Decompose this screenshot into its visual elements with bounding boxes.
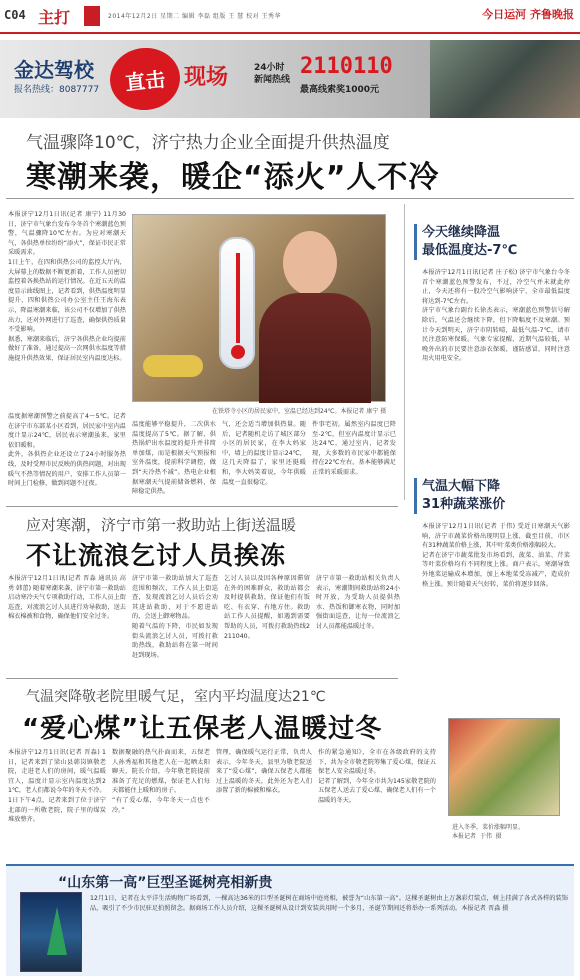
- column-divider: [404, 204, 405, 500]
- christmas-tree-photo: [20, 892, 82, 972]
- divider: [6, 678, 398, 679]
- side2-body: 本报济宁12月1日讯(记者 于伟) 受近日寒潮天气影响，济宁市蔬菜价格出现明显上涨，截至目前，市区有31种蔬菜价格上涨，其中叶菜类价格涨幅较大。 记者在济宁市蔬菜批发市场看到，菠菜、油菜、芹菜等叶菜价格均有不同程度上涨。商户表示，寒潮导致外地菜运输成本增加，加上本地菜受冻减产，造成价格上涨。预计随着天气好转，菜价将逐步回落。: [422, 523, 570, 588]
- banner-reward: 最高线索奖1000元: [300, 85, 380, 95]
- side1-body: 本报济宁12月1日讯(记者 庄子松) 济宁市气象台今冬首个寒潮蓝色预警发布，不过，冷空气并未就此停止，今天还将有一股冷空气影响济宁，全市最低温度将达到-7℃左右。 济宁市气象台副台长徐杰表示，寒潮蓝色预警信号解除后，气温还会继续下降，但下降幅度不及寒潮。预计今天到明天，济宁市阴转晴，最低气温-7℃，请市民注意防寒保暖。气象专家提醒，近期气温较低，早晚外出的市民要注意添衣保暖，谨防感冒，同时注意用火用电安全。: [422, 269, 570, 363]
- story1-column: 温度能够平稳提升，二次供水温度提高了5℃。据了解，供热锅炉出水温度的提升并非简单加煤，而是根据天气预报和室外温度，提前科学调控，做到“天冷热不减”。热电企业根据寒潮天气提前储备燃料，保障稳定供热。: [132, 421, 216, 496]
- story2-column: 乞讨人员以及因各种原因滞留在外的困难群众，救助站都会及时提供救助，保证他们有饭吃、有衣穿、有地方住。救助站工作人员提醒，如遇到需要帮助的人员，可拨打救助热线2211040。: [224, 575, 310, 640]
- resident-body: [259, 293, 371, 403]
- page-number: C04: [4, 8, 26, 22]
- story1-kicker: 气温骤降10℃，济宁热力企业全面提升供热温度: [26, 133, 390, 153]
- section-color-block: [84, 6, 100, 26]
- story1-column: 件事宅初，属然室内温度已降至-2℃，但室内温度计显示已达24℃，通过室内，记者发现，大多数的市民家中都能保持在22℃左右，基本能够满足正常的采暖需求。: [312, 421, 396, 476]
- hotline-banner: [0, 40, 580, 118]
- bottom-title: “山东第一高”巨型圣诞树亮相新贵: [58, 875, 273, 891]
- newspaper-masthead: 今日运河 齐鲁晚报: [482, 8, 574, 21]
- story2-column: 济宁市第一救助站加大了巡查范围和频次，工作人员上街巡查，发现流浪乞讨人员后会劝其进站救助，对于不愿进站的，会送上御寒物品。 随着气温的下降，市民如发现街头流浪乞讨人员，可拨打救助热线，救助站将在第一时间赶到现场。: [132, 575, 218, 659]
- banner-logo-sub: 报名热线：8087777: [14, 85, 100, 95]
- divider: [6, 198, 574, 199]
- banner-hot-label: 直击: [107, 45, 183, 114]
- christmas-tree-icon: [47, 907, 67, 955]
- story3-column: 管理，确保暖气运行正常，负责人表示，今年冬天，县里为敬老院送来了“爱心煤”，确保五保老人都能过上温暖的冬天，此外还为老人们添置了新的棉被和棉衣。: [216, 749, 312, 795]
- side2-accent-bar: [414, 478, 417, 514]
- thermometer-bulb: [231, 345, 245, 359]
- resident-head: [283, 231, 337, 295]
- side2-title: 气温大幅下降 31种蔬菜涨价: [422, 479, 506, 512]
- story3-column: 本报济宁12月1日讯(记者 晋淼) 1日，记者来到了梁山县韩岗镇敬老院，走进老人们的房间，暖气温暖宜人，温度计显示室内温度达到21℃，老人们都说今年的冬天不冷。 1日下午4点，记者来到了位于济宁北部的一所敬老院，院子里的煤炭堆放整齐。: [8, 749, 106, 824]
- story3-column: 数据聚融的热气扑面而来，五保老人孙秀福和其他老人在一起晒太阳聊天，院长介绍，今年敬老院提前准备了充足的燃煤，保证老人们每天都能住上暖和的房子。 “有了爱心煤，今年冬天一点也不冷。”: [112, 749, 210, 814]
- banner-live-label: 现场: [184, 65, 229, 90]
- story1-headline: 寒潮来袭，暖企“添火”人不冷: [26, 160, 440, 195]
- story2-headline: 不让流浪乞讨人员挨冻: [26, 541, 287, 570]
- story2-column: 济宁市第一救助站相关负责人表示，寒潮期间救助站将24小时开放，为受助人员提供热水、热饭和御寒衣物，同时加强街面巡查，让每一位流浪乞讨人员都能温暖过冬。: [316, 575, 400, 630]
- thermometer-bar: [236, 253, 240, 343]
- story3-headline: “爱心煤”让五保老人温暖过冬: [22, 714, 383, 744]
- banner-logo: 金达驾校: [14, 58, 94, 82]
- page-header: [0, 0, 580, 34]
- side1-title: 今天继续降温 最低温度达-7℃: [422, 225, 518, 258]
- bananas-image: [143, 355, 203, 377]
- story2-kicker: 应对寒潮，济宁市第一救助站上街送温暖: [26, 516, 297, 534]
- issue-line: 2014年12月2日 星期二 编辑 李磊 组版 王 慧 校对 王秀华: [108, 13, 281, 20]
- section-tag: 主打: [38, 7, 71, 27]
- story3-column: 作的紧急通知》，全市在各级政府的支持下，共为全市敬老院筹集了爱心煤，保证五保老人安全温暖过冬。 记者了解到，今年全市共为145家敬老院的五保老人送去了爱心煤，确保老人们有一个温暖的冬天。: [318, 749, 436, 804]
- banner-photo: [430, 40, 580, 118]
- story1-column: 本报济宁12月1日讯(记者 康宁) 11月30日，济宁市气象台发布今冬首个寒潮蓝色预警，气温骤降10℃左右。为应对寒潮天气，各供热单位纷纷“添火”，保证市民正常采暖需求。 1日上午，在四和供热公司的监控大厅内，大屏幕上的数据不断更新着，工作人员密切监控着各换热站的运行情况。在近五天的温度显示曲线图上，记者看到，供热温度明显提升，四和供热公司办公室主任王海东表示，降温寒潮来临，该公司不仅增加了供热出力，还对外网进行了巡查，确保供热质量不受影响。 据悉，寒潮来临后，济宁各供热企业均提前做好了准备，通过提高一次网供水温度等措施提升供热效果，保证居民室内温度达标。: [8, 211, 126, 362]
- story1-column: 温度据寒潮预警之前提高了4～5℃。记者在济宁市东部某小区看到，居民家中室内温度计显示24℃，居民表示寒潮虽来，家里依旧暖和。 此外，各供热企业还设立了24小时服务热线，及时受理市民反映的供热问题，对出现暖气不热等情况的用户，安排工作人员第一时间上门检修，做到问题不过夜。: [8, 413, 126, 488]
- banner-hotline-label: 24小时 新闻热线: [254, 63, 291, 85]
- side1-accent-bar: [414, 224, 417, 260]
- thermometer-icon: [219, 237, 255, 369]
- story3-kicker: 气温突降敬老院里暖气足，室内平均温度达21℃: [26, 689, 326, 705]
- story1-photo-caption: 在铁塔寺小区的居民家中，室温已经达到24℃。本报记者 康宁 摄: [212, 408, 387, 415]
- vegetable-market-photo: [448, 718, 560, 816]
- bottom-body: 12月1日，记者在太平洋生活购物广场看到，一棵高达36米的巨型圣诞树在商场中庭亮相，被誉为“山东第一高”。这棵圣诞树由上万盏彩灯装点，树上挂满了各式各样的装饰品，吸引了不少市民驻足拍照留念。据商场工作人员介绍，这棵圣诞树从设计到安装共用时一个多月，圣诞节期间还将举办一系列活动。本报记者 晋淼 摄: [90, 895, 568, 912]
- side2-photo-caption: 进入冬季，菜价涨幅明显。 本报记者 于伟 摄: [452, 824, 525, 840]
- story1-column: 气，还会适当增加供热量。随后，记者随机走访了城区部分小区的居民家，在李大妈家中，墙上的温度计显示24℃，这几天降温了，家里还挺暖和，李大妈笑着说，今年供暖温度一直很稳定。: [222, 421, 306, 486]
- banner-phone: 2110110: [300, 54, 393, 79]
- story1-photo: [132, 214, 386, 402]
- story2-column: 本报济宁12月1日讯(记者 晋淼 通讯员 高勇 韩蕾) 随着寒潮来袭，济宁市第一救助站启动寒冷天气专项救助行动，工作人员上街巡查，对流浪乞讨人员进行劝导救助，送去棉衣棉被和食物，确保他们安全过冬。: [8, 575, 126, 621]
- divider: [6, 506, 398, 507]
